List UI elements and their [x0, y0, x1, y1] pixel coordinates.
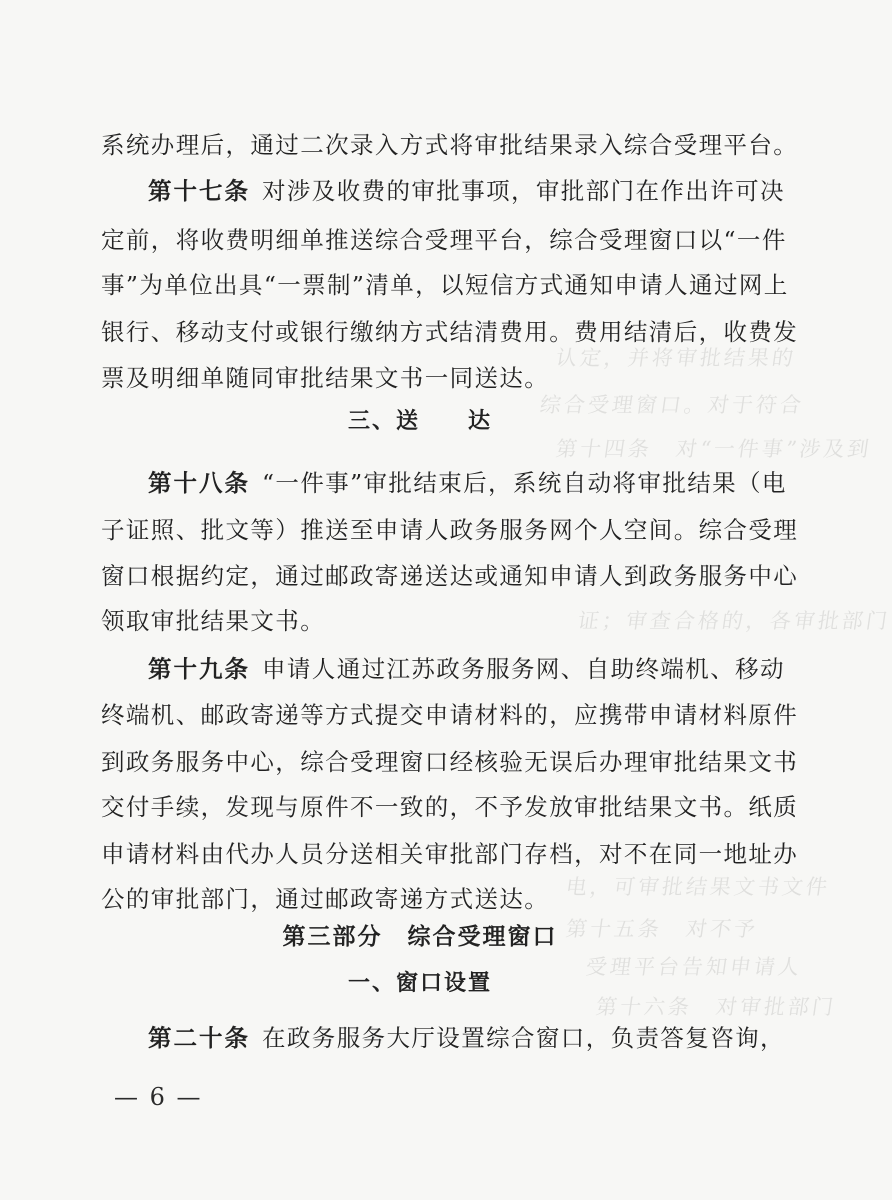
body-line: 事”为单位出具“一票制”清单，以短信方式通知申请人通过网上 [101, 271, 789, 299]
section-heading: 一、窗口设置 [347, 971, 492, 996]
body-text: 申请人通过江苏政务服务网、自助终端机、移动 [262, 655, 785, 683]
body-line: 子证照、批文等）推送至申请人政务服务网个人空间。综合受理 [101, 516, 799, 544]
bleed-through-text: 受理平台告知申请人 [584, 955, 804, 979]
body-line: 终端机、邮政寄递等方式提交申请材料的，应携带申请材料原件 [101, 701, 799, 729]
bleed-through-text: 电，可审批结果文书文件 [564, 875, 832, 899]
bleed-through-text: 第十四条 对“一件事”涉及到 [554, 437, 874, 461]
body-line: 交付手续，发现与原件不一致的，不予发放审批结果文书。纸质 [101, 793, 799, 821]
article-18-first-line [148, 463, 787, 503]
bleed-through-text: 证；审查合格的，各审批部门 [576, 609, 892, 633]
body-line: 申请材料由代办人员分送相关审批部门存档，对不在同一地址办 [101, 840, 799, 868]
page-number: — 6 — [114, 1083, 203, 1111]
body-line: 票及明细单随同审批结果文书一同送达。 [101, 364, 550, 392]
body-text: 在政务服务大厅设置综合窗口，负责答复咨询， [262, 1024, 785, 1052]
article-20-first-line [148, 1018, 785, 1058]
body-text: “一件事”审批结束后，系统自动将审批结果（电 [262, 469, 787, 497]
body-text: 对涉及收费的审批事项，审批部门在作出许可决 [262, 177, 785, 205]
bleed-through-text: 综合受理窗口。对于符合 [538, 393, 806, 417]
body-line: 定前，将收费明细单推送综合受理平台，综合受理窗口以“一件 [101, 226, 787, 254]
article-label: 第二十条 [148, 1024, 250, 1052]
body-line: 银行、移动支付或银行缴纳方式结清费用。费用结清后，收费发 [101, 318, 799, 346]
part-heading: 第三部分 综合受理窗口 [282, 924, 558, 950]
body-line: 到政务服务中心，综合受理窗口经核验无误后办理审批结果文书 [101, 748, 799, 776]
article-label: 第十七条 [148, 177, 250, 205]
article-label: 第十八条 [148, 469, 250, 497]
article-17-first-line [148, 171, 785, 211]
body-line: 领取审批结果文书。 [101, 607, 326, 635]
article-label: 第十九条 [148, 655, 250, 683]
section-heading: 三、送 达 [347, 409, 492, 434]
bleed-through-text: 第十五条 对不予 [564, 917, 760, 941]
body-line: 系统办理后，通过二次录入方式将审批结果录入综合受理平台。 [101, 131, 799, 159]
bleed-through-text: 认定，并将审批结果的 [554, 346, 798, 370]
article-19-first-line [148, 649, 785, 689]
body-line: 公的审批部门，通过邮政寄递方式送达。 [101, 885, 550, 913]
body-line: 窗口根据约定，通过邮政寄递送达或通知申请人到政务服务中心 [101, 562, 799, 590]
bleed-through-text: 第十六条 对审批部门 [594, 995, 838, 1019]
